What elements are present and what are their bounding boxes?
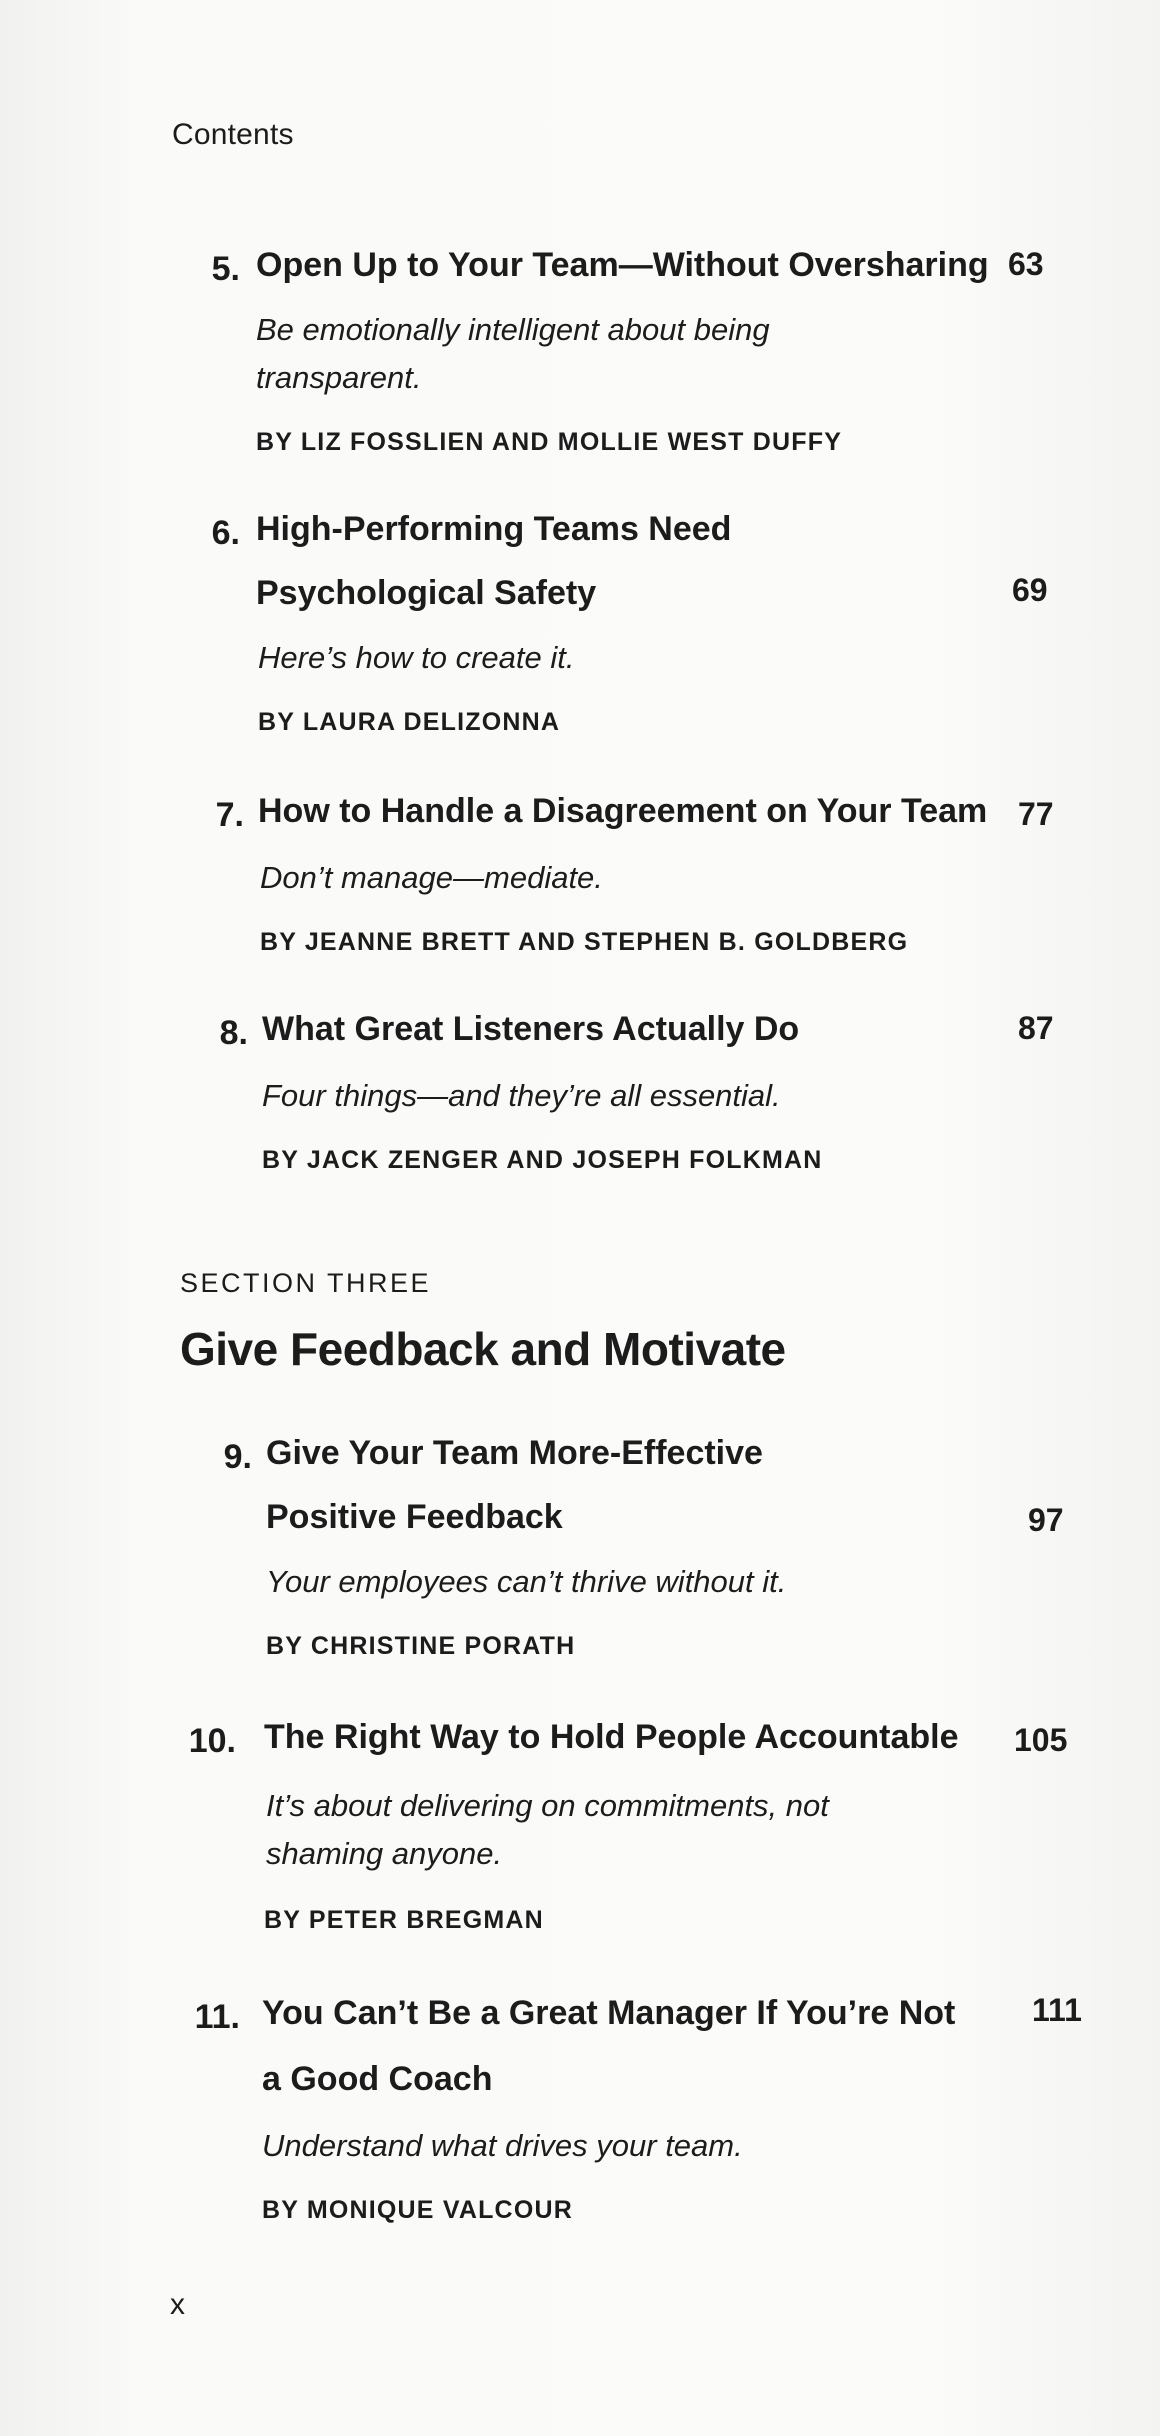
entry-page-number: 111 [1032, 1992, 1082, 2028]
entry-subtitle-line: transparent. [256, 360, 422, 395]
entry-title-line: How to Handle a Disagreement on Your Team [258, 792, 988, 830]
entry-number: 8. [219, 1014, 248, 1052]
entry-page-number: 97 [1028, 1502, 1064, 1538]
entry-title-line: a Good Coach [262, 2060, 493, 2098]
entry-number: 9. [223, 1438, 252, 1476]
entry-number: 10. [188, 1722, 236, 1760]
entry-subtitle-line: Understand what drives your team. [262, 2128, 743, 2163]
page-folio: x [170, 2288, 185, 2321]
running-head: Contents [172, 118, 294, 151]
entry-page-number: 77 [1018, 796, 1054, 832]
entry-title-line: Give Your Team More-Effective [266, 1434, 763, 1472]
entry-number: 6. [211, 514, 240, 552]
entry-subtitle-line: It’s about delivering on commitments, not [266, 1788, 829, 1823]
entry-subtitle-line: Be emotionally intelligent about being [256, 312, 770, 347]
entry-title-line: Positive Feedback [266, 1498, 563, 1536]
entry-title-line: Open Up to Your Team—Without Oversharing [256, 246, 989, 284]
entry-title-line: High-Performing Teams Need [256, 510, 732, 548]
entry-page-number: 63 [1008, 246, 1044, 282]
entry-author: BY JEANNE BRETT AND STEPHEN B. GOLDBERG [260, 928, 909, 956]
section-label: SECTION THREE [180, 1268, 432, 1298]
entry-author: BY MONIQUE VALCOUR [262, 2196, 573, 2224]
entry-author: BY LIZ FOSSLIEN AND MOLLIE WEST DUFFY [256, 428, 843, 456]
entry-page-number: 69 [1012, 572, 1048, 608]
entry-page-number: 87 [1018, 1010, 1054, 1046]
entry-author: BY LAURA DELIZONNA [258, 708, 561, 736]
entry-author: BY CHRISTINE PORATH [266, 1632, 576, 1660]
entry-number: 5. [211, 250, 240, 288]
entry-number: 7. [215, 796, 244, 834]
entry-title-line: What Great Listeners Actually Do [262, 1010, 800, 1048]
entry-page-number: 105 [1014, 1722, 1068, 1758]
entry-subtitle-line: Here’s how to create it. [258, 640, 575, 675]
section-title: Give Feedback and Motivate [180, 1323, 786, 1375]
entry-author: BY JACK ZENGER AND JOSEPH FOLKMAN [262, 1146, 823, 1174]
entry-title-line: You Can’t Be a Great Manager If You’re Not [262, 1994, 956, 2032]
entry-subtitle-line: Four things—and they’re all essential. [262, 1078, 781, 1113]
entry-title-line: Psychological Safety [256, 574, 597, 612]
entry-author: BY PETER BREGMAN [264, 1906, 544, 1934]
entry-title-line: The Right Way to Hold People Accountable [264, 1718, 959, 1756]
entry-subtitle-line: shaming anyone. [266, 1836, 503, 1871]
entry-subtitle-line: Don’t manage—mediate. [260, 860, 603, 895]
entry-number: 11. [194, 1998, 240, 2036]
entry-subtitle-line: Your employees can’t thrive without it. [266, 1564, 787, 1599]
